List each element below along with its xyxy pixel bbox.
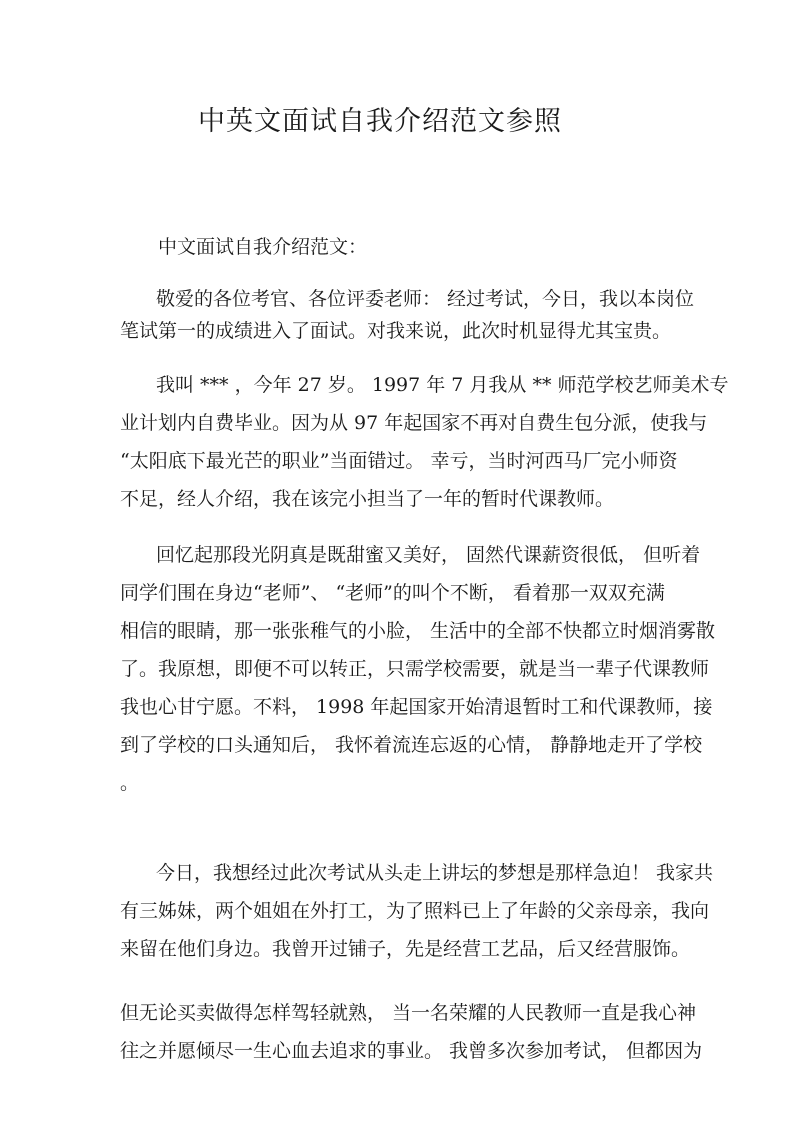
paragraph-line: “太阳底下最光芒的职业”当面错过。 幸亏，当时河西马厂完小师资: [120, 450, 678, 472]
paragraph-line: 但无论买卖做得怎样驾轻就熟， 当一名荣耀的人民教师一直是我心神: [120, 1002, 697, 1024]
paragraph-line: 。: [120, 772, 140, 794]
document-title: 中英文面试自我介绍范文参照: [198, 106, 562, 137]
paragraph-line: 相信的眼睛，那一张张稚气的小脸， 生活中的全部不快都立时烟消雾散: [120, 620, 716, 642]
paragraph-line: 回忆起那段光阴真是既甜蜜又美好， 固然代课薪资很低， 但听着: [156, 544, 701, 566]
paragraph-line: 有三姊妹，两个姐姐在外打工，为了照料已上了年龄的父亲母亲，我向: [120, 900, 710, 922]
paragraph-line: 笔试第一的成绩进入了面试。对我来说，此次时机显得尤其宝贵。: [120, 320, 672, 342]
paragraph-line: 业计划内自费毕业。因为从 97 年起国家不再对自费生包分派，使我与: [120, 412, 708, 434]
section-heading: 中文面试自我介绍范文：: [158, 236, 368, 258]
paragraph-line: 不足，经人介绍，我在该完小担当了一年的暂时代课教师。: [120, 488, 615, 510]
paragraph-line: 到了学校的口头通知后， 我怀着流连忘返的心情， 静静地走开了学校: [120, 734, 703, 756]
paragraph-line: 我叫 *** ，今年 27 岁。 1997 年 7 月我从 ** 师范学校艺师美术专: [156, 374, 729, 396]
paragraph-line: 往之并愿倾尽一生心血去追求的事业。 我曾多次参加考试， 但都因为: [120, 1040, 703, 1062]
paragraph-line: 今日，我想经过此次考试从头走上讲坛的梦想是那样急迫！ 我家共: [156, 862, 714, 884]
paragraph-line: 敬爱的各位考官、各位评委老师： 经过考试，今日，我以本岗位: [156, 288, 695, 310]
paragraph-line: 我也心甘宁愿。不料， 1998 年起国家开始清退暂时工和代课教师，接: [120, 696, 713, 718]
paragraph-line: 同学们围在身边“老师”、 “老师”的叫个不断， 看着那一双双充满: [120, 582, 665, 604]
paragraph-line: 了。我原想，即便不可以转正，只需学校需要，就是当一辈子代课教师: [120, 658, 710, 680]
paragraph-line: 来留在他们身边。我曾开过铺子，先是经营工艺品，后又经营服饰。: [120, 938, 691, 960]
